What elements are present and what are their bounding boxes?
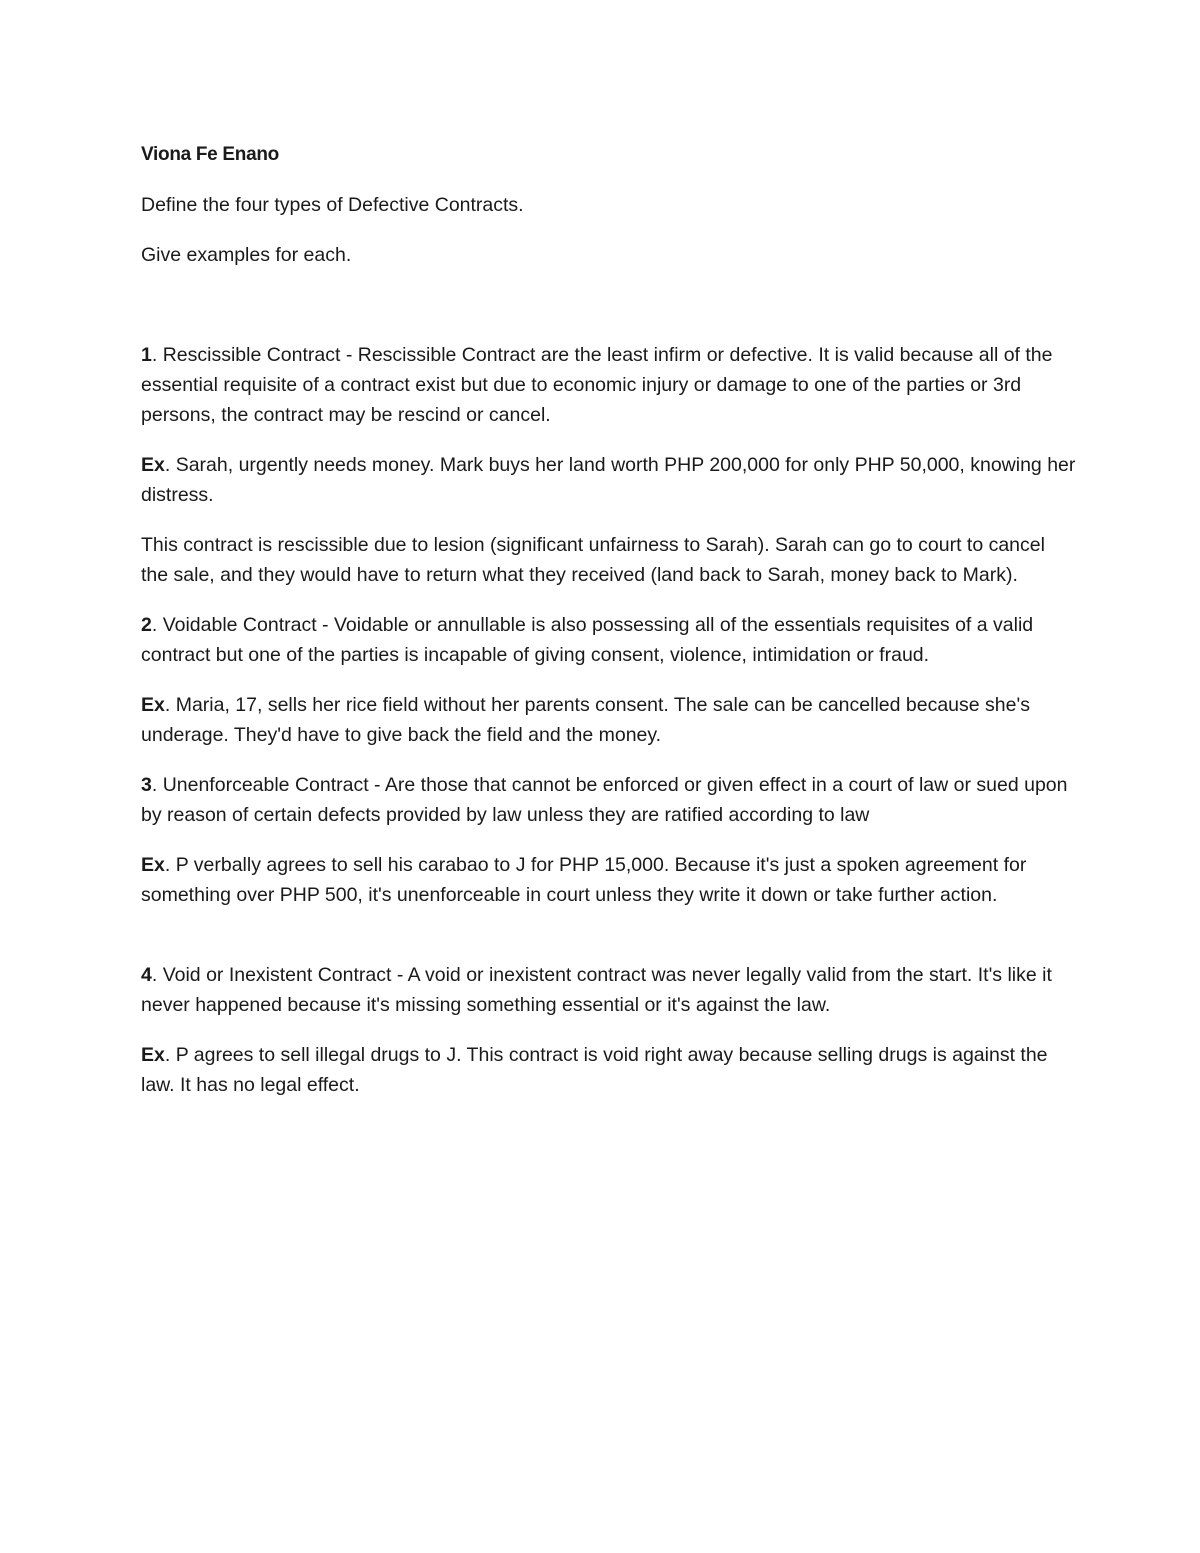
item-3-example (141, 850, 1076, 910)
item-4-definition-text: . Void or Inexistent Contract - A void or inexistent contract was never legally valid from the start. It's like it never happened because it's missing something essential or it's against the law. (141, 964, 1052, 1016)
item-1-explanation: This contract is rescissible due to lesion (significant unfairness to Sarah). Sarah can go to court to cancel the sale, and they would have to return what they received (land back to Sarah, money back to Mark). (141, 534, 1045, 586)
item-4-definition (141, 960, 1076, 1020)
item-4-example-label: Ex (141, 1044, 165, 1066)
item-1-example-label: Ex (141, 454, 165, 476)
item-3-number: 3 (141, 774, 152, 796)
item-1-example-text: . Sarah, urgently needs money. Mark buys her land worth PHP 200,000 for only PHP 50,000, knowing her distress. (141, 454, 1076, 506)
item-2-definition-text: . Voidable Contract - Voidable or annullable is also possessing all of the essentials requisites of a valid contract but one of the parties is incapable of giving consent, violence, intimidation or fraud. (141, 614, 1034, 666)
item-1-definition-text: . Rescissible Contract - Rescissible Contract are the least infirm or defective. It is valid because all of the essential requisite of a contract exist but due to economic injury or damage to one of the parties or 3rd persons, the contract may be rescind or cancel. (141, 344, 1053, 426)
item-4-example-text: . P agrees to sell illegal drugs to J. This contract is void right away because selling drugs is against the law. It has no legal effect. (141, 1044, 1048, 1096)
instruction-define: Define the four types of Defective Contracts. (141, 194, 524, 216)
item-3-definition (141, 770, 1076, 830)
item-2-example-label: Ex (141, 694, 165, 716)
item-3-example-label: Ex (141, 854, 165, 876)
item-1-definition (141, 340, 1076, 430)
item-2-definition (141, 610, 1076, 670)
item-4-number: 4 (141, 964, 152, 986)
item-2-example (141, 690, 1076, 750)
item-3-definition-text: . Unenforceable Contract - Are those that cannot be enforced or given effect in a court of law or sued upon by reason of certain defects provided by law unless they are ratified according to law (141, 774, 1068, 826)
instruction-examples: Give examples for each. (141, 244, 352, 266)
document-page (141, 140, 1076, 1100)
author-name: Viona Fe Enano (141, 144, 279, 165)
item-4-example (141, 1040, 1076, 1100)
item-2-example-text: . Maria, 17, sells her rice field without her parents consent. The sale can be cancelled because she's underage. They'd have to give back the field and the money. (141, 694, 1030, 746)
item-1-example (141, 450, 1076, 510)
item-1-number: 1 (141, 344, 152, 366)
item-2-number: 2 (141, 614, 152, 636)
item-3-example-text: . P verbally agrees to sell his carabao to J for PHP 15,000. Because it's just a spoken agreement for something over PHP 500, it's unenforceable in court unless they write it down or take further action. (141, 854, 1027, 906)
